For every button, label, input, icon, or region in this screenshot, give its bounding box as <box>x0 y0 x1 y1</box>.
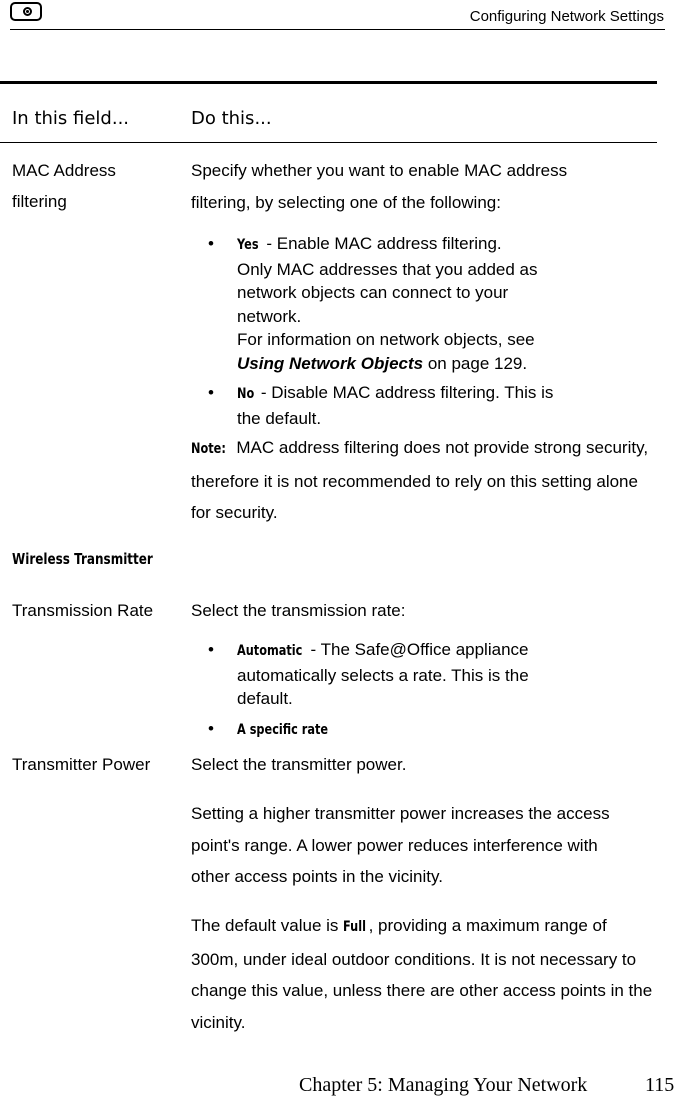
option-keyword-automatic: Automatic <box>237 643 303 659</box>
mac-filter-description: Specify whether you want to enable MAC address filtering, by selecting one of the following: <box>191 161 568 212</box>
bullet-icon: • <box>208 718 214 738</box>
field-transmission-rate: Transmission Rate <box>12 601 154 620</box>
transmitter-power-description: Select the transmitter power. <box>191 755 407 774</box>
bullet-icon: • <box>208 234 214 253</box>
option-keyword-specific-rate: A specific rate <box>237 721 329 738</box>
option-yes-reference: For information on network objects, see Using Network Objects on page 129. <box>237 330 535 373</box>
option-keyword-no: No <box>237 386 255 402</box>
using-network-objects-link[interactable]: Using Network Objects <box>237 353 424 373</box>
section-title-wireless-transmitter: Wireless Transmitter <box>12 550 153 568</box>
bullet-icon: • <box>208 383 214 402</box>
column-header-field: In this field... <box>12 108 130 129</box>
running-header-title: Configuring Network Settings <box>469 8 664 25</box>
mac-filter-options <box>191 232 591 436</box>
safe-office-logo-icon <box>10 2 42 21</box>
mac-filter-note: Note: MAC address filtering does not provide strong security, therefore it is not recommended to rely on this setting alone for security. <box>191 432 656 529</box>
bullet-icon: • <box>208 640 214 659</box>
table-top-rule <box>0 81 657 84</box>
column-header-action: Do this... <box>191 108 272 129</box>
note-label: Note: <box>191 441 226 457</box>
field-transmitter-power: Transmitter Power <box>12 755 151 774</box>
list-item: • Automatic - The Safe@Office appliance automatically selects a rate. This is the default. <box>208 640 529 708</box>
transmission-rate-description: Select the transmission rate: <box>191 601 406 620</box>
footer-chapter-title: Chapter 5: Managing Your Network <box>299 1074 588 1096</box>
list-item: • No - Disable MAC address filtering. This is the default. <box>208 383 554 428</box>
list-item: • Yes - Enable MAC address filtering. Only MAC addresses that you added as network objects can connect to your network. For information on network objects, see Using Network Objects on page 129. <box>191 232 591 375</box>
list-item <box>191 717 591 743</box>
default-keyword-full: Full <box>343 919 367 935</box>
transmission-rate-options <box>191 638 591 748</box>
transmitter-power-explanation: Setting a higher transmitter power increases the access point's range. A lower power reduces interference with other access points in the vicinity. <box>191 804 610 886</box>
page-number: 115 <box>645 1074 675 1096</box>
field-mac-address-filtering: MAC Address filtering <box>12 161 116 211</box>
table-header-rule <box>0 142 657 143</box>
option-yes-detail: Only MAC addresses that you added as network objects can connect to your network. <box>237 259 538 326</box>
option-keyword-yes: Yes <box>237 237 259 253</box>
transmitter-power-default: The default value is Full , providing a maximum range of 300m, under ideal outdoor conditions. It is not necessary to change this value, unless there are other access points in the vicinity. <box>191 910 656 1038</box>
header-divider <box>10 29 665 30</box>
logo-dot-icon <box>26 10 29 13</box>
